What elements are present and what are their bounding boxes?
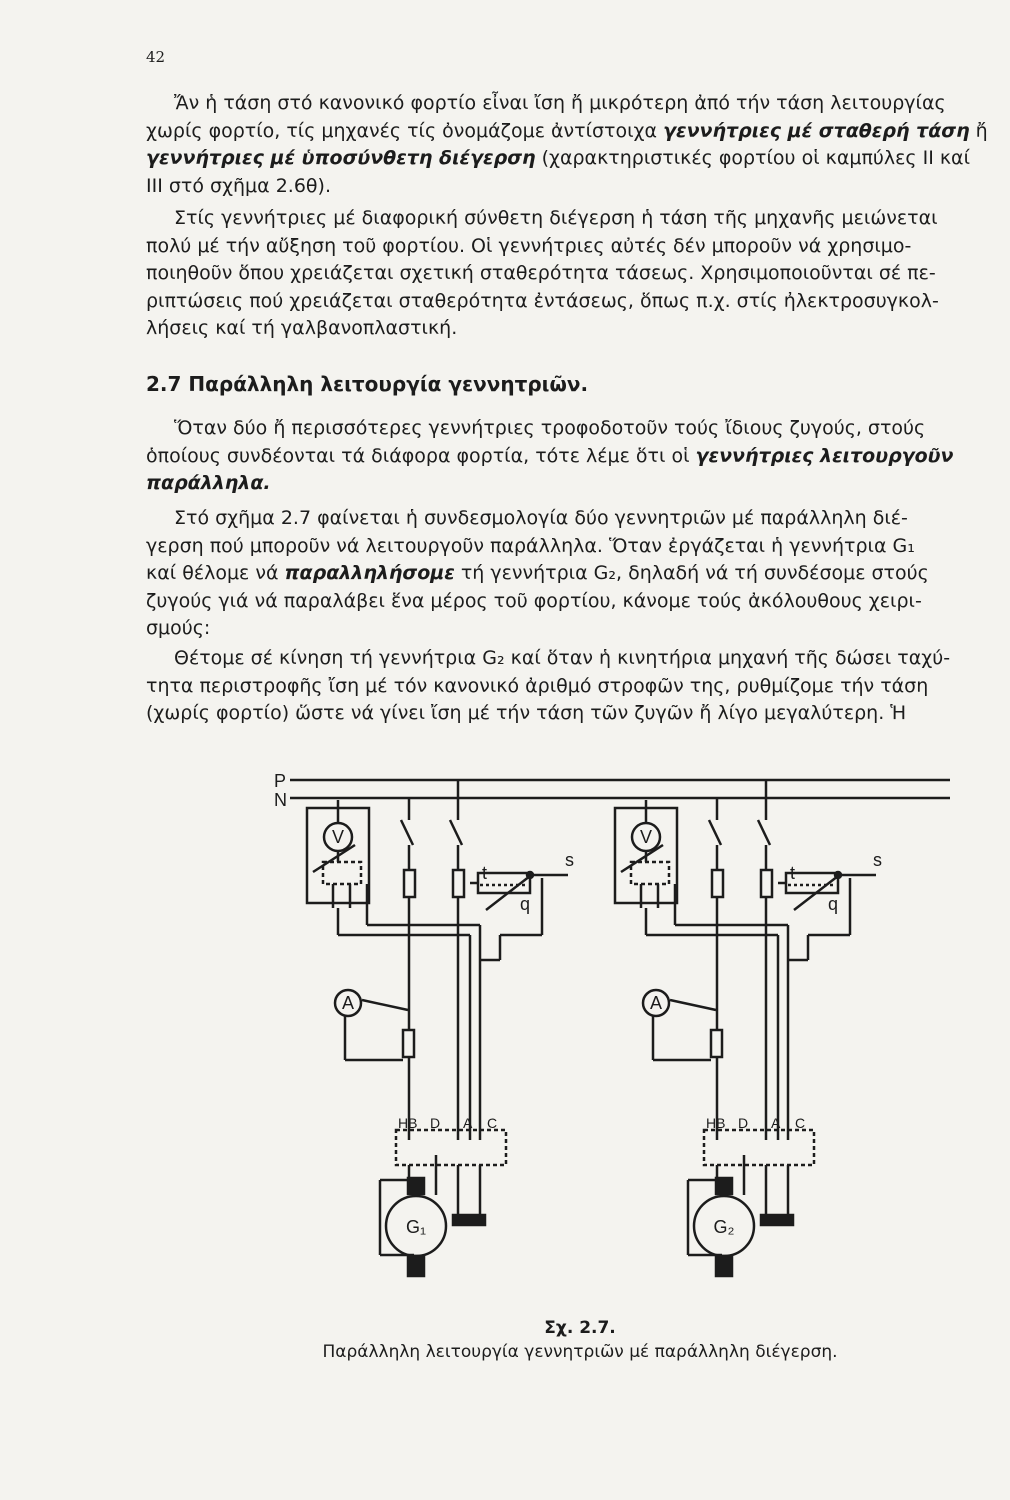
- emphasis: παραλληλήσομε: [284, 562, 455, 584]
- paragraph-1-line: γεννήτριες μέ ὑποσύνθετη διέγερση (χαρακτηριστικές φορτίου οἱ καμπύλες II καί: [146, 147, 971, 169]
- bus-n-label: N: [274, 790, 287, 810]
- terminal-hb-1-label: HB: [398, 1115, 418, 1131]
- paragraph-3-line: παράλληλα.: [146, 472, 271, 494]
- resistor-t-1-label: t: [482, 863, 488, 883]
- paragraph-1-line: χωρίς φορτίο, τίς μηχανές τίς ὀνομάζομε ἀντίστοιχα γεννήτριες μέ σταθερή τάση ἤ: [146, 119, 988, 142]
- resistor-q-2-label: q: [828, 894, 839, 914]
- voltmeter-2-label: V: [639, 827, 653, 847]
- paragraph-2-line: λήσεις καί τή γαλβανοπλαστική.: [146, 317, 458, 339]
- resistor-q-1-label: q: [520, 894, 531, 914]
- terminal-a-2-label: A: [771, 1115, 781, 1131]
- figure-caption-number: Σχ. 2.7.: [544, 1318, 616, 1338]
- paragraph-4-line: καί θέλομε νά παραλληλήσομε τή γεννήτρια G₂, δηλαδή νά τή συνδέσομε στούς: [146, 562, 929, 584]
- paragraph-4-line: ζυγούς γιά νά παραλάβει ἕνα μέρος τοῦ φορτίου, κάνομε τούς ἀκόλουθους χειρι-: [146, 589, 922, 612]
- terminal-hb-2-label: HB: [706, 1115, 726, 1131]
- paragraph-2-line: πολύ μέ τήν αὔξηση τοῦ φορτίου. Οἱ γεννήτριες αὐτές δέν μποροῦν νά χρησιμο-: [146, 234, 912, 257]
- terminal-s-1-label: s: [565, 850, 574, 870]
- paragraph-4-line: γερση πού μποροῦν νά λειτουργοῦν παράλληλα. Ὅταν ἐργάζεται ἡ γεννήτρια G₁: [146, 534, 915, 557]
- page-number: 42: [146, 48, 166, 66]
- bus-p-label: P: [274, 771, 287, 791]
- paragraph-2-line: ποιηθοῦν ὅπου χρειάζεται σχετική σταθερότητα τάσεως. Χρησιμοποιοῦνται σέ πε-: [146, 262, 936, 284]
- terminal-s-2-label: s: [873, 850, 882, 870]
- circuit-diagram: [0, 760, 1010, 1320]
- paragraph-5-line: (χωρίς φορτίο) ὥστε νά γίνει ἴση μέ τήν τάση τῶν ζυγῶν ἤ λίγο μεγαλύτερη. Ἡ: [146, 702, 907, 724]
- generator-1-label: G₁: [405, 1217, 427, 1237]
- generator-circuit-1: [307, 780, 568, 1276]
- terminal-a-1-label: A: [463, 1115, 473, 1131]
- terminal-c-1-label: C: [487, 1115, 498, 1131]
- section-heading: 2.7 Παράλληλη λειτουργία γεννητριῶν.: [146, 372, 589, 396]
- resistor-t-2-label: t: [790, 863, 796, 883]
- voltmeter-1-label: V: [331, 827, 345, 847]
- paragraph-5: [146, 645, 976, 728]
- terminal-d-1-label: D: [430, 1115, 441, 1131]
- paragraph-1-line: Ἄν ἡ τάση στό κανονικό φορτίο εἶναι ἴση ἤ μικρότερη ἀπό τήν τάση λειτουργίας: [174, 92, 946, 114]
- ammeter-2-label: A: [649, 993, 663, 1013]
- paragraph-1: [146, 90, 988, 200]
- ammeter-1-label: A: [341, 993, 355, 1013]
- terminal-c-2-label: C: [795, 1115, 806, 1131]
- paragraph-3: [146, 415, 976, 498]
- terminal-d-2-label: D: [738, 1115, 749, 1131]
- paragraph-5-line: Θέτομε σέ κίνηση τή γεννήτρια G₂ καί ὅταν ἡ κινητήρια μηχανή τῆς δώσει ταχύ-: [174, 647, 951, 669]
- emphasis: γεννήτριες λειτουργοῦν: [695, 444, 954, 467]
- paragraph-5-line: τητα περιστροφῆς ἴση μέ τόν κανονικό ἀριθμό στροφῶν της, ρυθμίζομε τήν τάση: [146, 674, 929, 697]
- paragraph-3-line: ὁποίους συνδέονται τά διάφορα φορτία, τότε λέμε ὅτι οἱ γεννήτριες λειτουργοῦν: [146, 444, 954, 467]
- emphasis: γεννήτριες μέ ὑποσύνθετη διέγερση: [146, 147, 536, 169]
- generator-2-label: G₂: [713, 1217, 735, 1237]
- paragraph-4-line: Στό σχῆμα 2.7 φαίνεται ἡ συνδεσμολογία δύο γεννητριῶν μέ παράλληλη διέ-: [174, 507, 908, 529]
- paragraph-2: [146, 205, 976, 343]
- paragraph-2-line: ριπτώσεις πού χρειάζεται σταθερότητα ἐντάσεως, ὅπως π.χ. στίς ἠλεκτροσυγκολ-: [146, 289, 939, 312]
- emphasis: γεννήτριες μέ σταθερή τάση: [663, 119, 970, 142]
- generator-circuit-2: [615, 780, 876, 1276]
- paragraph-2-line: Στίς γεννήτριες μέ διαφορική σύνθετη διέγερση ἡ τάση τῆς μηχανῆς μειώνεται: [174, 207, 938, 229]
- paragraph-4-line: σμούς:: [146, 617, 211, 639]
- paragraph-4: [146, 505, 976, 643]
- figure-caption-text: Παράλληλη λειτουργία γεννητριῶν μέ παράλληλη διέγερση.: [322, 1342, 838, 1362]
- paragraph-3-line: Ὅταν δύο ἤ περισσότερες γεννήτριες τροφοδοτοῦν τούς ἴδιους ζυγούς, στούς: [174, 417, 926, 439]
- paragraph-1-line: III στό σχῆμα 2.6θ).: [146, 174, 331, 197]
